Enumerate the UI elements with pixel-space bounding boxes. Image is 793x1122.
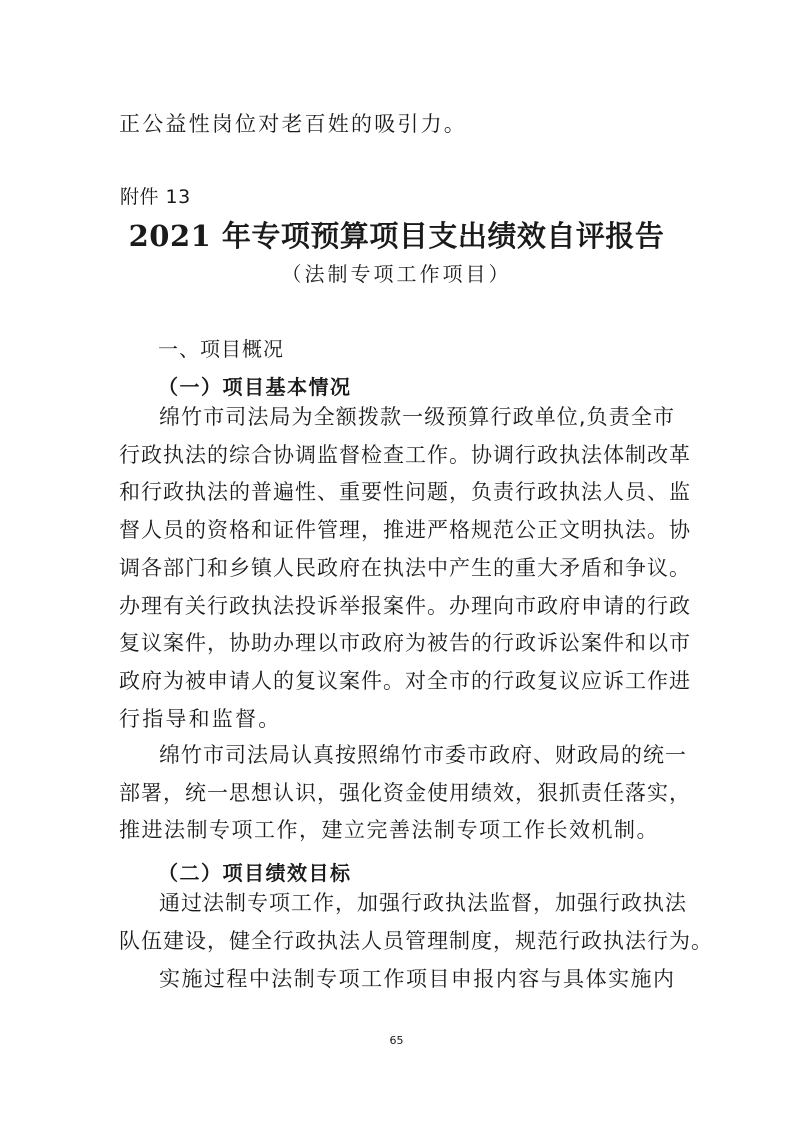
paragraph-line: 绵竹市司法局认真按照绵竹市委市政府、财政局的统一 bbox=[159, 743, 687, 767]
paragraph-line: 部署，统一思想认识，强化资金使用绩效，狠抓责任落实， bbox=[119, 781, 691, 805]
paragraph-line: 和行政执法的普遍性、重要性问题，负责行政执法人员、监 bbox=[119, 480, 691, 504]
paragraph-line: 通过法制专项工作，加强行政执法监督，加强行政执法 bbox=[159, 891, 687, 915]
annex-label: 附件 13 bbox=[120, 186, 191, 208]
page-number: 65 bbox=[389, 1034, 404, 1047]
report-title: 2021 年专项预算项目支出绩效自评报告 bbox=[128, 219, 665, 253]
paragraph-line: 办理有关行政执法投诉举报案件。办理向市政府申请的行政 bbox=[119, 594, 691, 618]
paragraph-line: 督人员的资格和证件管理，推进严格规范公正文明执法。协 bbox=[119, 518, 691, 542]
paragraph-line: 政府为被申请人的复议案件。对全市的行政复议应诉工作进 bbox=[119, 669, 691, 693]
top-line-text: 正公益性岗位对老百姓的吸引力。 bbox=[119, 112, 467, 136]
report-subtitle: （法制专项工作项目） bbox=[281, 262, 512, 286]
subsection-heading-performance-goals: （二）项目绩效目标 bbox=[158, 861, 352, 885]
paragraph-line: 调各部门和乡镇人民政府在执法中产生的重大矛盾和争议。 bbox=[119, 556, 691, 580]
paragraph-line: 推进法制专项工作，建立完善法制专项工作长效机制。 bbox=[119, 818, 659, 842]
paragraph-line: 行指导和监督。 bbox=[119, 707, 282, 731]
paragraph-line: 复议案件，协助办理以市政府为被告的行政诉讼案件和以市 bbox=[119, 631, 691, 655]
paragraph-line: 绵竹市司法局为全额拨款一级预算行政单位,负责全市 bbox=[159, 405, 675, 429]
subsection-heading-basic-info: （一）项目基本情况 bbox=[158, 375, 352, 399]
section-heading-overview: 一、项目概况 bbox=[158, 337, 284, 361]
paragraph-line: 队伍建设，健全行政执法人员管理制度，规范行政执法行为。 bbox=[119, 929, 713, 953]
paragraph-line: 行政执法的综合协调监督检查工作。协调行政执法体制改革 bbox=[119, 443, 691, 467]
paragraph-line: 实施过程中法制专项工作项目申报内容与具体实施内 bbox=[159, 967, 675, 991]
